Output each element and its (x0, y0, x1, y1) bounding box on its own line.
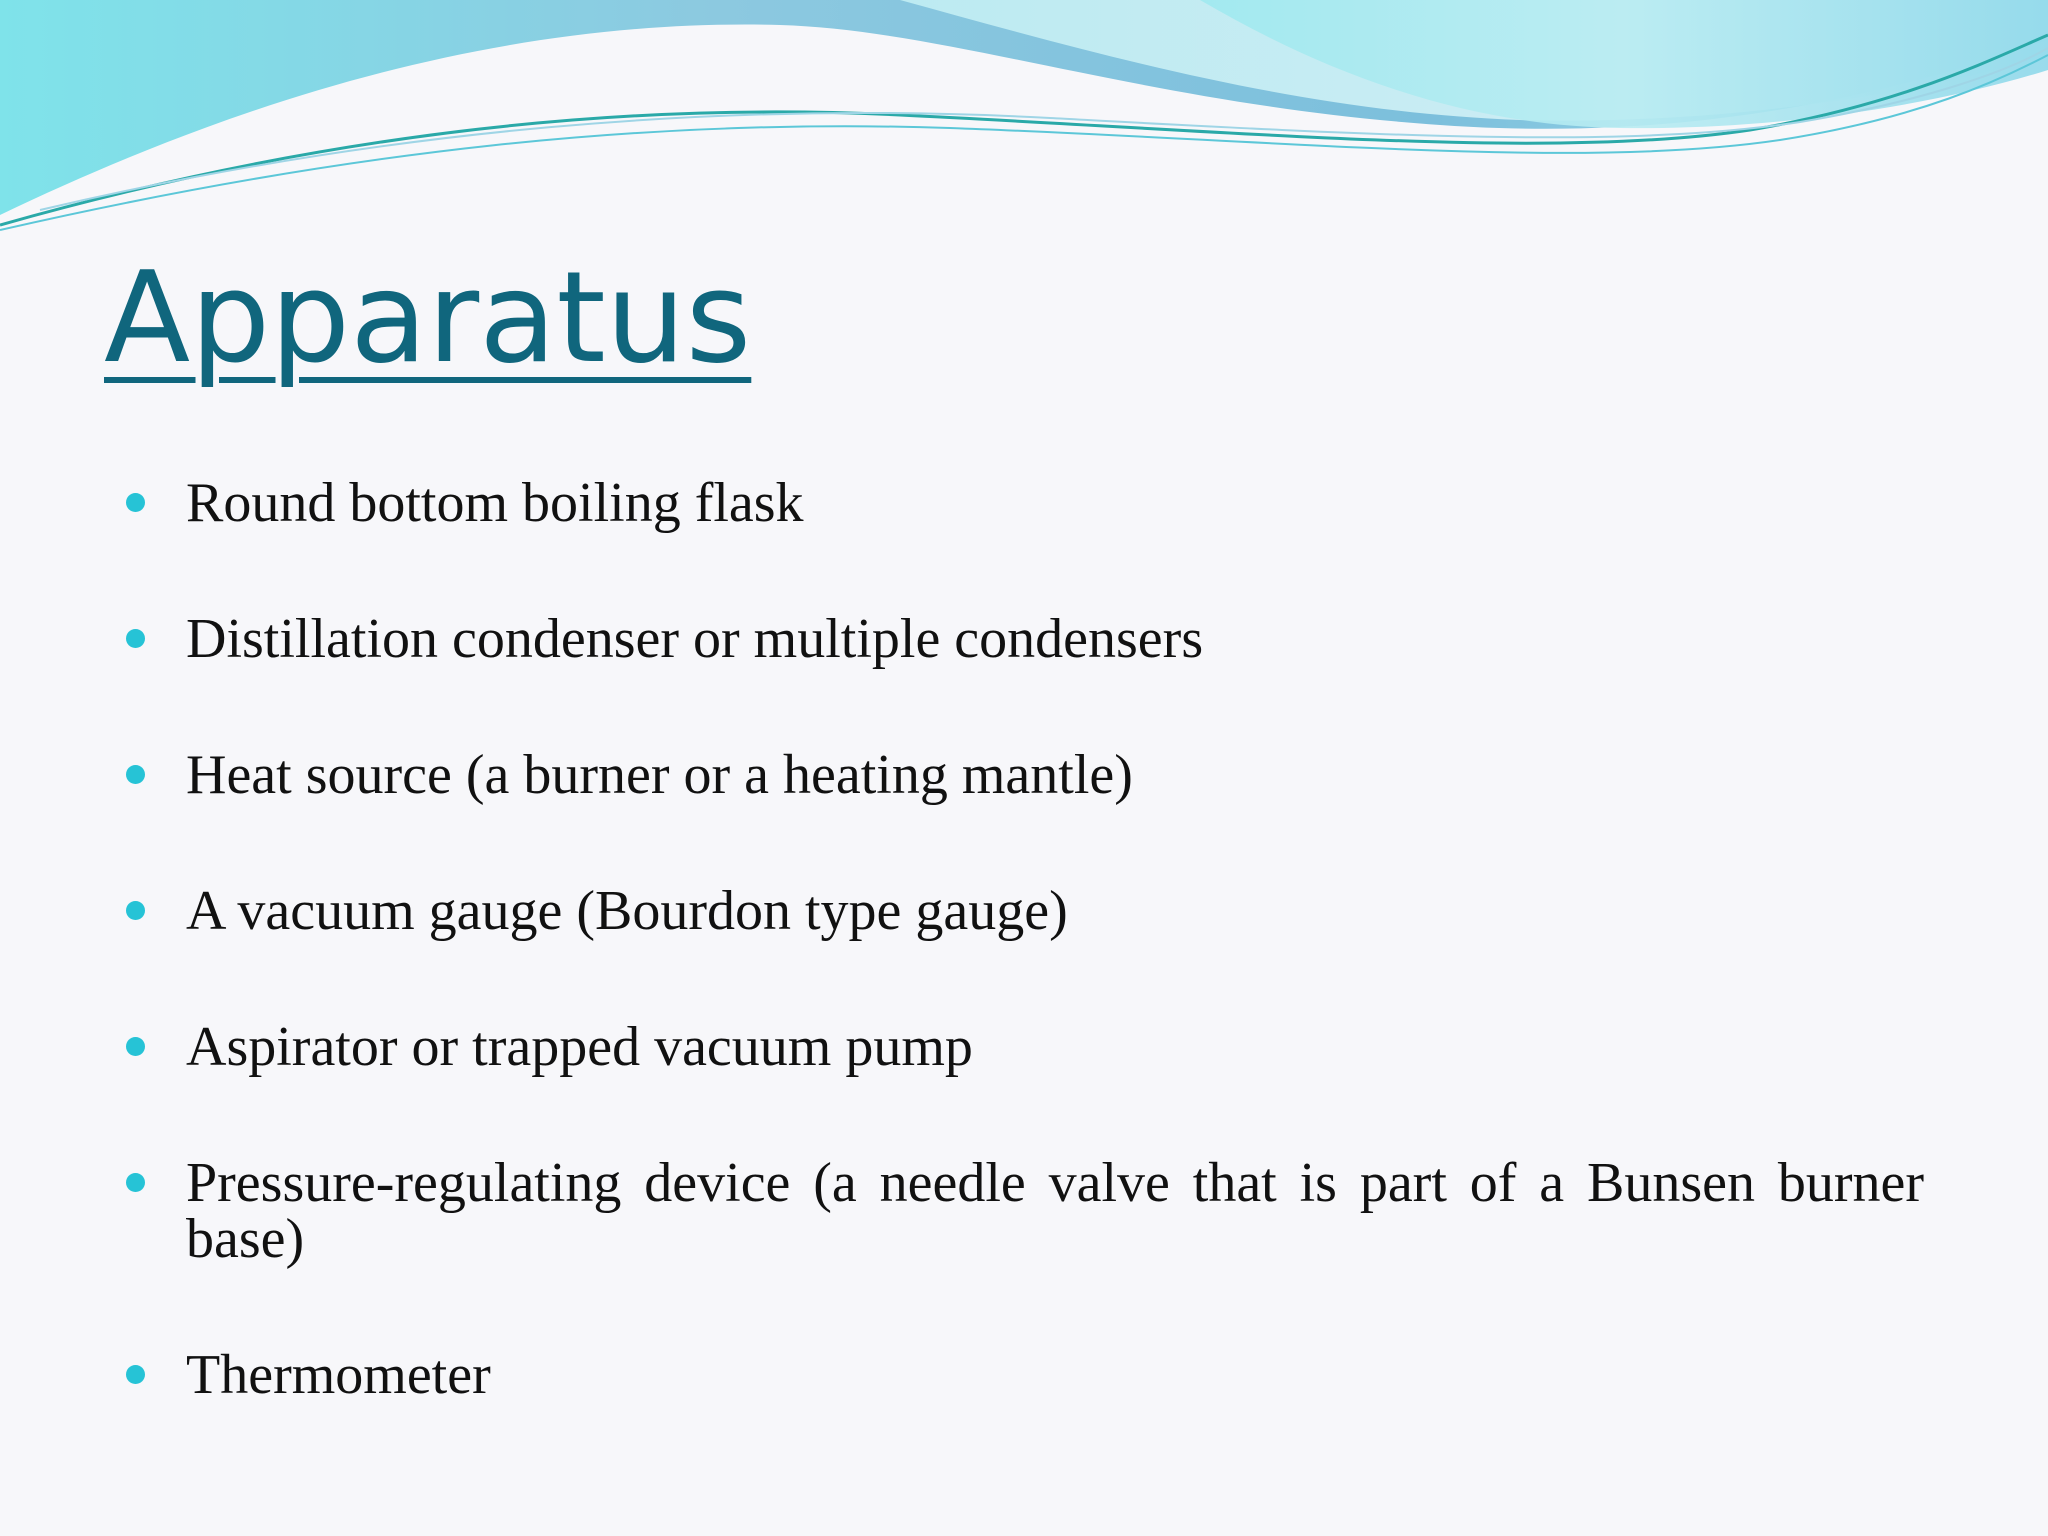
list-item (124, 1016, 1924, 1078)
list-item (124, 880, 1924, 942)
list-item-text: Thermometer (186, 1344, 491, 1406)
bullet-dot-icon (126, 629, 145, 648)
bullet-dot-icon (126, 1037, 145, 1056)
list-item-text: A vacuum gauge (Bourdon type gauge) (186, 880, 1068, 942)
list-item-text: Round bottom boiling flask (186, 472, 804, 534)
list-item-text: Heat source (a burner or a heating mantle) (186, 744, 1133, 806)
list-item-text: Aspirator or trapped vacuum pump (186, 1016, 973, 1078)
list-item-text: Distillation condenser or multiple condensers (186, 608, 1204, 670)
list-item (124, 1152, 1924, 1270)
list-item-text: Pressure-regulating device (a needle valve that is part of a Bunsen burner base) (186, 1152, 1924, 1270)
list-item (124, 744, 1924, 806)
list-item (124, 608, 1924, 670)
bullet-dot-icon (126, 493, 145, 512)
bullet-dot-icon (126, 1173, 145, 1192)
bullet-dot-icon (126, 765, 145, 784)
bullet-dot-icon (126, 901, 145, 920)
slide-title: Apparatus (104, 244, 752, 391)
bullet-dot-icon (126, 1365, 145, 1384)
apparatus-list (124, 472, 1924, 1483)
list-item (124, 1344, 1924, 1406)
header-wave-decoration (0, 0, 2048, 240)
list-item (124, 472, 1924, 534)
